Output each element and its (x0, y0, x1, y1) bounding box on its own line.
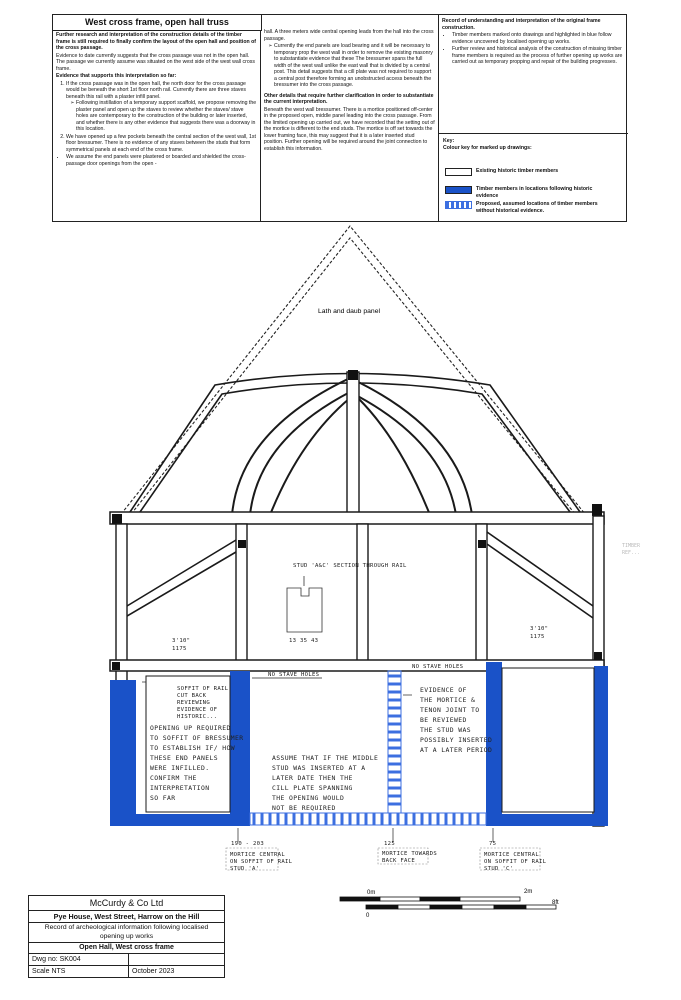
col1-evidence-heading: Evidence that supports this interpretation so far: (56, 73, 177, 79)
note-soffit-line: CUT BACK (177, 693, 207, 699)
note-opening-line: TO ESTABLISH IF/ HOW (150, 744, 235, 752)
col2-cont: hall. A three meters wide central opening leads from the hall into the cross passage. (264, 29, 434, 42)
col2-body: Beneath the west wall bressumer. There is a mortice positioned off-center in the proposed open, middle panel leading into the cross passage. From the limited opening up carried out, we have recorded that the setting out of the mortice is different to the end studs. The mortice is off set towards the lower framing face, this may suggest that it is a later inserted stud position. Further opening will be required around the joint connection to establish this information. (264, 106, 435, 152)
note-mortice-tenon-line: AT A LATER PERIOD (420, 746, 493, 754)
note-opening-line: INTERPRETATION (150, 784, 210, 792)
peg (238, 540, 246, 548)
note-assume (272, 754, 378, 812)
stud-label: STUD 'A&C' SECTION THROUGH RAIL (293, 563, 407, 569)
tie-beam-peg-right (592, 504, 602, 516)
peg (478, 540, 486, 548)
peg (112, 662, 120, 670)
note-assume-line: NOT BE REQUIRED (272, 804, 336, 812)
title-block (28, 895, 225, 978)
note-opening-line: WERE INFILLED. (150, 764, 210, 772)
note-mortice-tenon-line: BE REVIEWED (420, 716, 467, 724)
note-mortice-tenon-line: TENON JOINT TO (420, 706, 480, 714)
scale-bar (340, 897, 556, 909)
callout-c-text-line: MORTICE CENTRAL (484, 852, 540, 858)
notes-title: West cross frame, open hall truss (53, 15, 262, 31)
scale-label-0m: 0m (367, 890, 376, 896)
callout-b-text-line: MORTICE TOWARDS (382, 851, 438, 857)
note-mortice-tenon-line: THE MORTICE & (420, 696, 476, 704)
callout-c-dim: 75 (489, 841, 497, 847)
note-opening-line: THESE END PANELS (150, 754, 218, 762)
col2-sub: ➢ Currently the end panels are load bearing and it will be necessary to temporary prop the west wall in order to remove the existing masonry to substantiate evidence that these The bressumer spans the full width of the west wall unlike the east wall that is divided by a central post. This detail suggests that a cill plate was not required to support a central post therefore forming an unobstructed access beneath the bressumer into the cross passage. (274, 43, 435, 89)
panel-label: Lath and daub panel (318, 308, 380, 315)
callout-b-text (382, 851, 437, 864)
callout-b-dim: 125 (384, 841, 396, 847)
note-assume-line: STUD WAS INSERTED AT A (272, 764, 366, 772)
dim-left-mm: 1175 (172, 646, 187, 652)
tie-beam-peg-left (112, 514, 122, 524)
scale-label-8ft: 8ft (552, 900, 559, 906)
key-proposed-label: Proposed, assumed locations of timber members without historical evidence. (476, 201, 598, 214)
key-heading: Key: (443, 138, 455, 144)
col3-heading: Record of understanding and interpretation of the original frame construction. (442, 18, 601, 31)
col3-bullet-1: • Timber members marked onto drawings and highlighted in blue follow evidence uncovered by localised opening up works. (452, 32, 625, 45)
note-opening-line: OPENING UP REQUIRED (150, 724, 231, 732)
col3-bullet-2: • Further review and historical analysis of the construction of missing timber frame members is required as the process of further opening up works are carried out as temporary propping and repair of the building progresses. (452, 46, 625, 66)
note-mortice-tenon (420, 686, 492, 754)
panel-right (502, 668, 594, 812)
col2-heading: Other details that require further clarification in order to substantiate the current interpretation. (264, 92, 434, 105)
margin-note: TIMBER REF... (622, 543, 641, 556)
site-address: Pye House, West Street, Harrow on the Hill (29, 911, 224, 923)
dim-right: 3'10" (530, 626, 549, 632)
note-opening-line: TO SOFFIT OF BRESSUMER (150, 734, 244, 742)
note-mortice-tenon-line: EVIDENCE OF (420, 686, 467, 694)
king-post (347, 372, 359, 517)
col1-bullet: • We assume the end panels were plastered or boarded and shielded the cross-passage door openings from the open - (66, 154, 257, 167)
drawing-date: October 2023 (132, 968, 175, 975)
callout-b-text-line: BACK FACE (382, 858, 416, 864)
key-subheading: Colour key for marked up drawings: (443, 144, 532, 151)
col1-sub-1: ➢ Following instillation of a temporary support scaffold, we propose removing the plaster panel and open up the staves to review whether the staves/ stave holes are contemporary to the construction of the building or later inserted, and whether there is any other evidence that suggests there was a doorway in this location. (76, 100, 257, 133)
note-opening-line: SO FAR (150, 794, 176, 802)
no-stave-holes-right: NO STAVE HOLES (412, 664, 464, 670)
king-post-peg (348, 370, 358, 380)
note-soffit-line: REVIEWING (177, 700, 211, 706)
tie-beam (110, 512, 604, 524)
note-mortice-tenon-line: THE STUD WAS (420, 726, 471, 734)
peg (594, 652, 602, 660)
col1-intro: Evidence to date currently suggests that the cross passage was not in the open hall. The passage we currently assume was situated on the west side of the west wall cross frame. (56, 52, 255, 72)
col1-item-1: 1. If the cross passage was in the open hall, the north door for the cross passage would be beneath the short 1st floor north rail. Currently there are three staves beneath this rail with a plaster infill panel. ➢ Following instillation of a temporary support scaffold, we propose removing the plaster panel and open up the staves to review whether the staves/ stave holes are contemporary to the construction of the building or later inserted, and whether there is any other evidence that suggests there was a doorway in this location. (66, 81, 257, 133)
callout-a-text (230, 852, 293, 872)
note-assume-line: THE OPENING WOULD (272, 794, 345, 802)
scale-label-0: 0 (366, 913, 370, 919)
no-stave-holes-left: NO STAVE HOLES (268, 672, 320, 678)
callout-c-text-line: STUD 'C' (484, 866, 514, 872)
drawing-number: Dwg no: SK004 (29, 954, 129, 965)
callout-a-dim: 190 - 203 (231, 841, 265, 847)
stud-section-sketch (287, 576, 322, 632)
stud-upper-b (357, 524, 368, 664)
note-assume-line: ASSUME THAT IF THE MIDDLE (272, 754, 379, 762)
callout-a-text-line: ON SOFFIT OF RAIL (230, 859, 293, 865)
note-assume-line: CILL PLATE SPANNING (272, 784, 353, 792)
drawing-title: Open Hall, West cross frame (29, 943, 224, 954)
company-name: McCurdy & Co Ltd (29, 896, 224, 911)
drawing-scale: Scale NTS (29, 966, 129, 977)
callout-c-text (484, 852, 547, 872)
col1-heading: Further research and interpretation of the construction details of the timber frame is still required to finally confirm the layout of the open hall and position of the cross passage. (56, 32, 257, 51)
note-soffit-line: HISTORIC... (177, 714, 218, 720)
note-soffit-line: SOFFIT OF RAIL (177, 686, 229, 692)
key-existing-label: Existing historic timber members (476, 168, 559, 174)
key-blue-label: Timber members in locations following historic evidence (476, 186, 593, 199)
note-assume-line: LATER DATE THEN THE (272, 774, 353, 782)
scale-label-2m: 2m (524, 889, 533, 895)
dim-left: 3'10" (172, 638, 191, 644)
stud-dims: 13 35 43 (289, 638, 319, 644)
drawing-description: Record of archeological information following localised opening up works (29, 923, 224, 943)
note-mortice-tenon-line: POSSIBLY INSERTED (420, 736, 493, 744)
col1-item-2: 2. We have opened up a few pockets beneath the central section of the west wall, 1st floor bressumer. There is no evidence of any staves between the studs that form symmetrical panels at each end of the cross frame. (66, 134, 257, 154)
callout-c-text-line: ON SOFFIT OF RAIL (484, 859, 547, 865)
callout-a-text-line: MORTICE CENTRAL (230, 852, 286, 858)
callout-a-text-line: STUD 'A' (230, 866, 260, 872)
note-opening-line: CONFIRM THE (150, 774, 197, 782)
dim-right-mm: 1175 (530, 634, 545, 640)
note-soffit-line: EVIDENCE OF (177, 707, 218, 713)
